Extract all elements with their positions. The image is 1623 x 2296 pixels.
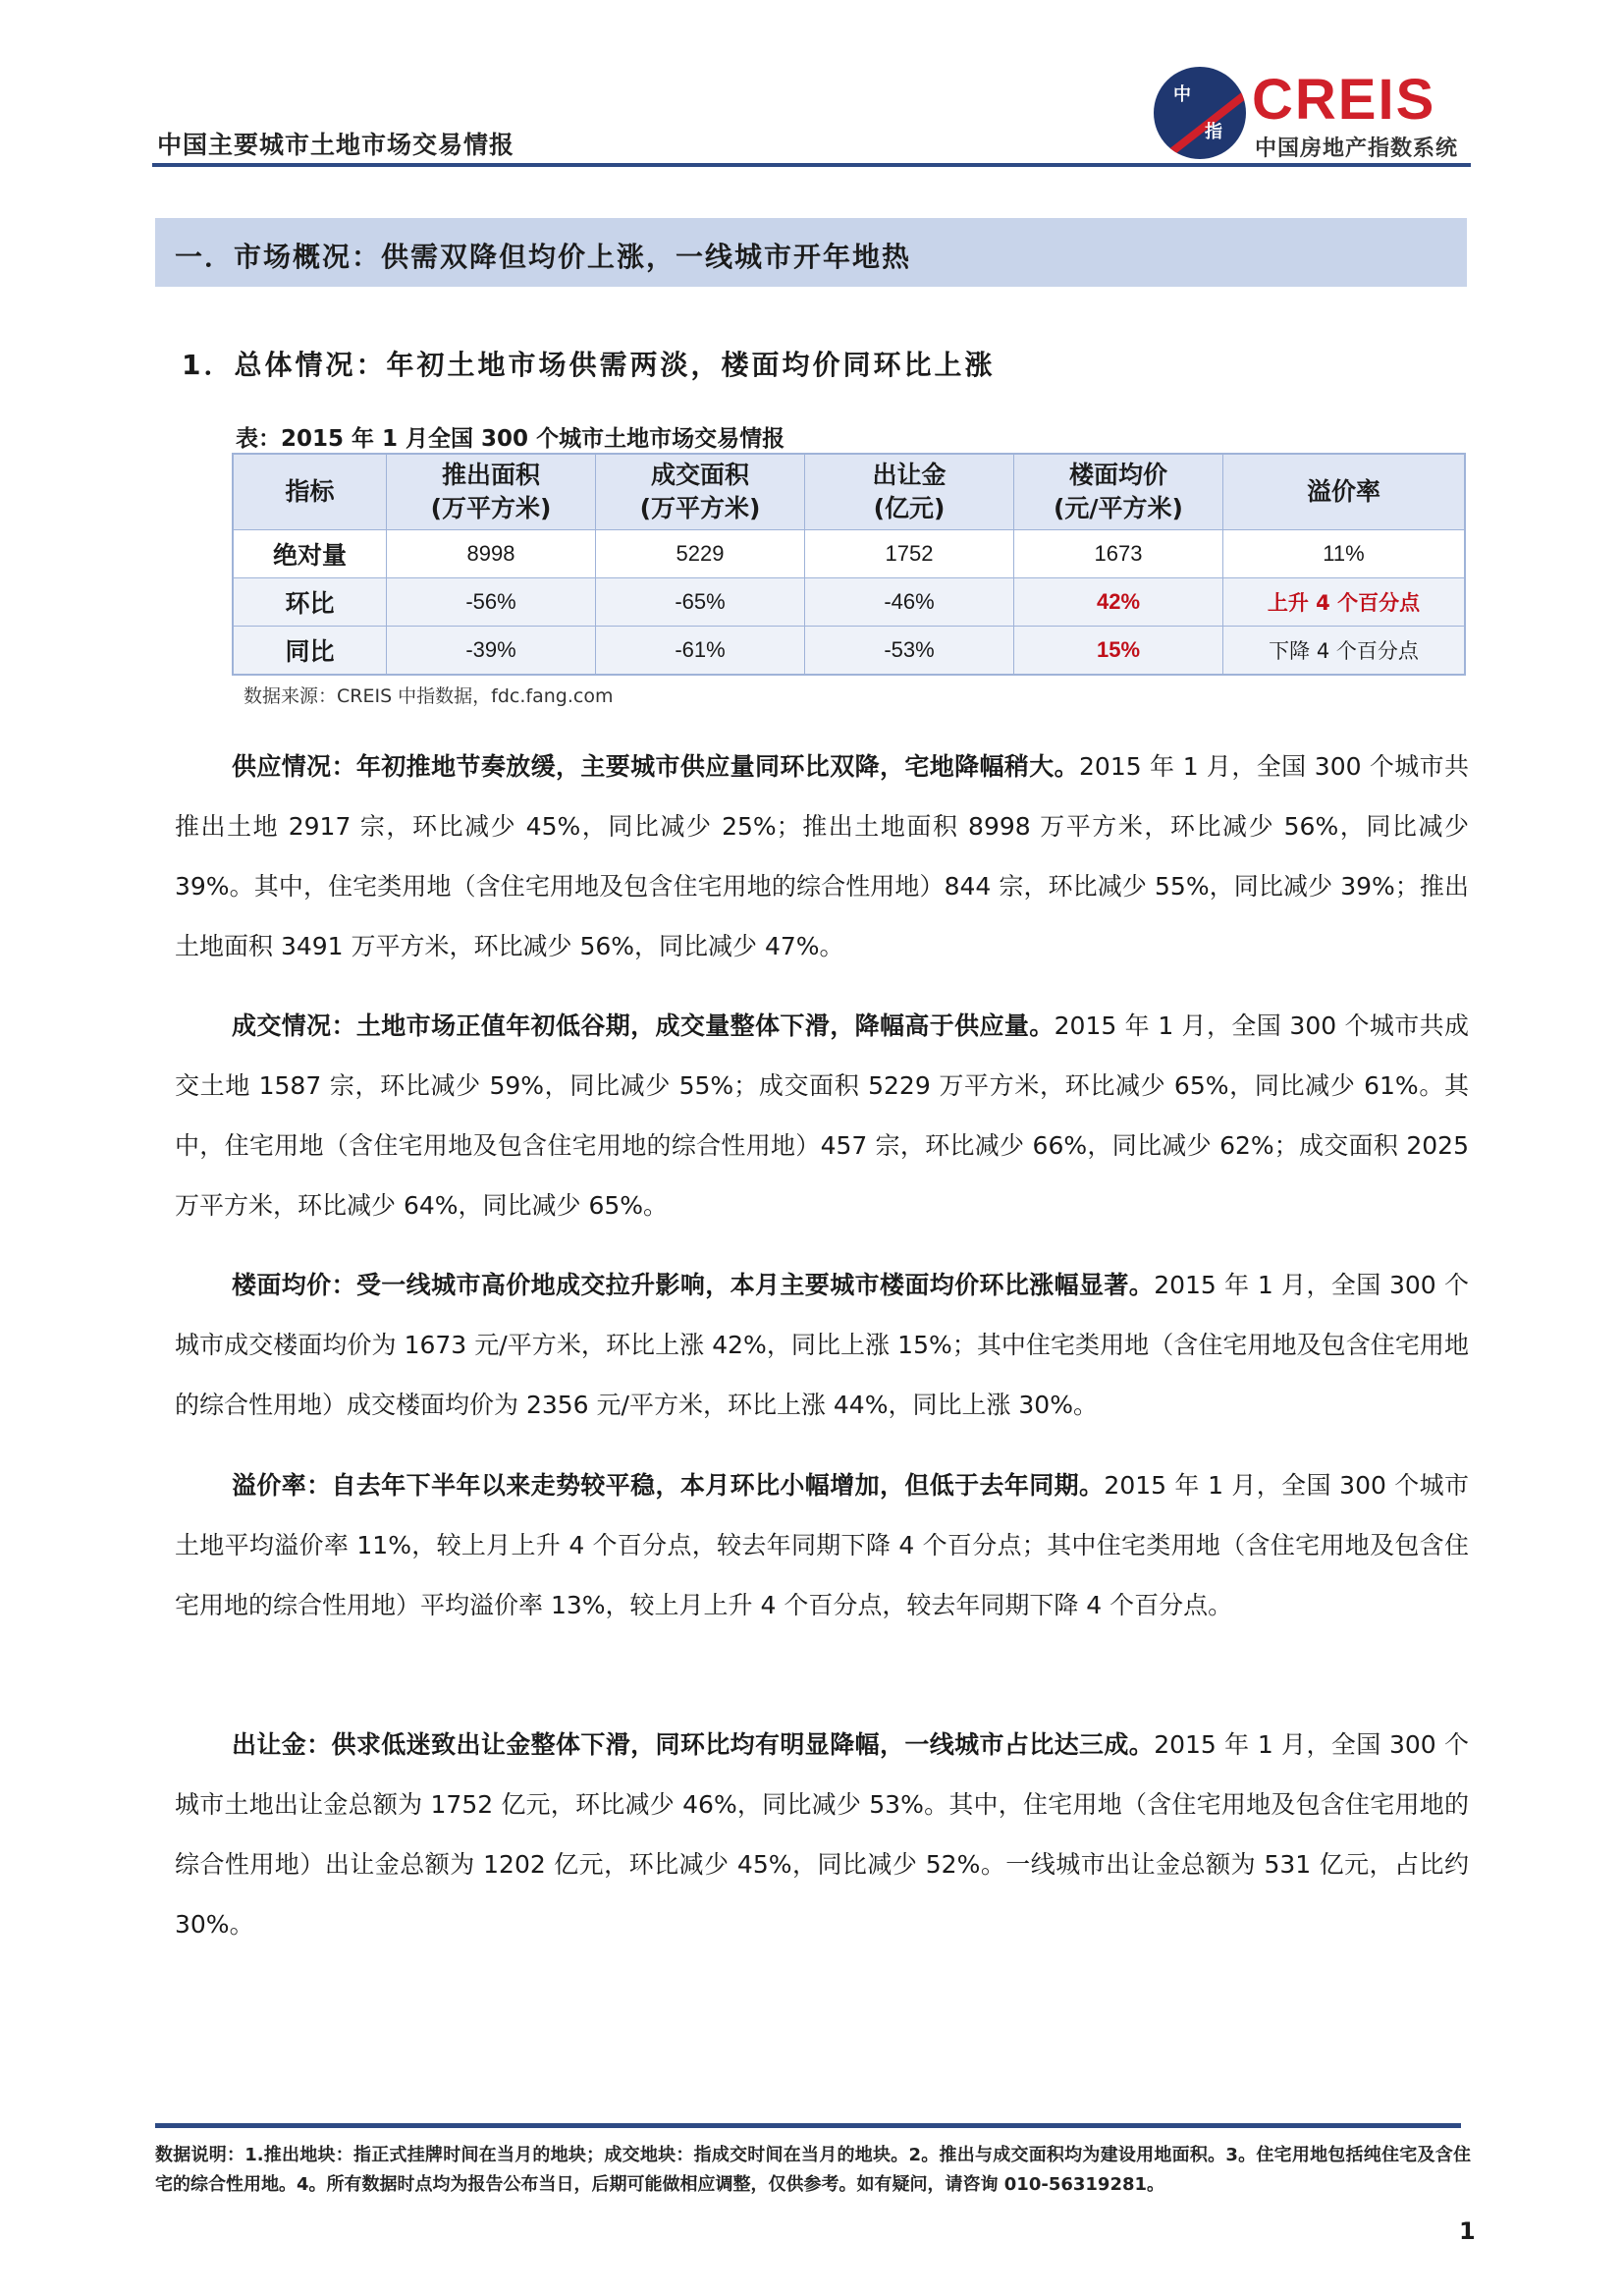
logo-char-1: 中 bbox=[1173, 84, 1191, 105]
header-divider bbox=[152, 163, 1471, 167]
table-cell: 5229 bbox=[596, 530, 805, 578]
paragraph-premium bbox=[175, 1455, 1469, 1635]
section-title: 一．市场概况：供需双降但均价上涨，一线城市开年地热 bbox=[175, 241, 912, 273]
header-premium-rate: 溢价率 bbox=[1223, 454, 1466, 530]
table-cell: 8998 bbox=[387, 530, 596, 578]
table-cell: -65% bbox=[596, 578, 805, 627]
table-cell-highlight: 42% bbox=[1014, 578, 1223, 627]
paragraph-body: 2015 年 1 月，全国 300 个城市成交楼面均价为 1673 元/平方米，环比上涨 42%，同比上涨 15%；其中住宅类用地（含住宅用地及包含住宅用地的综合性用地）成交楼面均价为 2356 元/平方米，环比上涨 44%，同比上涨 30%。 bbox=[175, 1271, 1469, 1419]
paragraph-body: 2015 年 1 月，全国 300 个城市土地平均溢价率 11%，较上月上升 4 个百分点，较去年同期下降 4 个百分点；其中住宅类用地（含住宅用地及包含住宅用地的综合性用地）平均溢价率 13%，较上月上升 4 个百分点，较去年同期下降 4 个百分点。 bbox=[175, 1471, 1469, 1619]
section-banner bbox=[155, 218, 1467, 287]
table-row bbox=[233, 627, 1465, 676]
table-cell: -56% bbox=[387, 578, 596, 627]
table-cell: -39% bbox=[387, 627, 596, 676]
creis-logo bbox=[1154, 67, 1468, 160]
table-cell: -61% bbox=[596, 627, 805, 676]
footer-note: 数据说明：1.推出地块：指正式挂牌时间在当月的地块；成交地块：指成交时间在当月的地块。2。推出与成交面积均为建设用地面积。3。住宅用地包括纯住宅及含住宅的综合性用地。4。所有数据时点均为报告公布当日，后期可能做相应调整，仅供参考。如有疑问，请咨询 010-56319281。 bbox=[155, 2145, 1471, 2195]
table-cell: 11% bbox=[1223, 530, 1466, 578]
table-header-row bbox=[233, 454, 1465, 530]
subsection-title: 1．总体情况：年初土地市场供需两淡，楼面均价同环比上涨 bbox=[182, 349, 996, 381]
paragraph-body: 2015 年 1 月，全国 300 个城市共成交土地 1587 宗，环比减少 59%，同比减少 55%；成交面积 5229 万平方米，环比减少 65%，同比减少 61%。其中，住宅用地（含住宅用地及包含住宅用地的综合性用地）457 宗，环比减少 66%，同比减少 62%；成交面积 2025 万平方米，环比减少 64%，同比减少 65%。 bbox=[175, 1011, 1469, 1220]
logo-emblem-icon bbox=[1154, 67, 1246, 159]
row-label: 绝对量 bbox=[233, 530, 387, 578]
header-land-revenue: 出让金 (亿元) bbox=[805, 454, 1014, 530]
paragraph-supply bbox=[175, 737, 1469, 976]
table-row bbox=[233, 578, 1465, 627]
table-cell: 1673 bbox=[1014, 530, 1223, 578]
table-cell: -53% bbox=[805, 627, 1014, 676]
table-row bbox=[233, 530, 1465, 578]
paragraph-floor-price bbox=[175, 1255, 1469, 1435]
row-label: 环比 bbox=[233, 578, 387, 627]
paragraph-body: 2015 年 1 月，全国 300 个城市土地出让金总额为 1752 亿元，环比减少 46%，同比减少 53%。其中，住宅用地（含住宅用地及包含住宅用地的综合性用地）出让金总额为 1202 亿元，环比减少 45%，同比减少 52%。一线城市出让金总额为 531 亿元，占比约 30%。 bbox=[175, 1730, 1469, 1939]
header-indicator: 指标 bbox=[233, 454, 387, 530]
paragraph-lead: 楼面均价：受一线城市高价地成交拉升影响，本月主要城市楼面均价环比涨幅显著。 bbox=[232, 1271, 1155, 1299]
row-label: 同比 bbox=[233, 627, 387, 676]
footer-divider bbox=[155, 2123, 1461, 2128]
paragraph-revenue bbox=[175, 1715, 1469, 1954]
header-floor-price: 楼面均价 (元/平方米) bbox=[1014, 454, 1223, 530]
paragraph-body: 2015 年 1 月，全国 300 个城市共推出土地 2917 宗，环比减少 45%，同比减少 25%；推出土地面积 8998 万平方米，环比减少 56%，同比减少 39%。其中，住宅类用地（含住宅用地及包含住宅用地的综合性用地）844 宗，环比减少 55%，同比减少 39%；推出土地面积 3491 万平方米，环比减少 56%，同比减少 47%。 bbox=[175, 752, 1469, 960]
report-title: 中国主要城市土地市场交易情报 bbox=[157, 131, 515, 159]
logo-subtitle: 中国房地产指数系统 bbox=[1255, 137, 1459, 161]
paragraph-lead: 成交情况：土地市场正值年初低谷期，成交量整体下滑，降幅高于供应量。 bbox=[232, 1011, 1055, 1040]
logo-char-2: 指 bbox=[1205, 122, 1222, 142]
table-caption: 表：2015 年 1 月全国 300 个城市土地市场交易情报 bbox=[236, 426, 785, 452]
table-cell-highlight: 上升 4 个百分点 bbox=[1223, 578, 1466, 627]
page-number: 1 bbox=[1459, 2217, 1476, 2245]
paragraph-lead: 供应情况：年初推地节奏放缓，主要城市供应量同环比双降，宅地降幅稍大。 bbox=[232, 752, 1080, 781]
table-cell: 1752 bbox=[805, 530, 1014, 578]
table-source: 数据来源：CREIS 中指数据，fdc.fang.com bbox=[243, 685, 614, 707]
header-transaction-area: 成交面积 (万平方米) bbox=[596, 454, 805, 530]
paragraph-lead: 溢价率：自去年下半年以来走势较平稳，本月环比小幅增加，但低于去年同期。 bbox=[232, 1471, 1105, 1500]
paragraph-transaction bbox=[175, 996, 1469, 1235]
header-supply-area: 推出面积 (万平方米) bbox=[387, 454, 596, 530]
paragraph-lead: 出让金：供求低迷致出让金整体下滑，同环比均有明显降幅，一线城市占比达三成。 bbox=[232, 1730, 1155, 1759]
table-cell-highlight: 15% bbox=[1014, 627, 1223, 676]
table-cell: -46% bbox=[805, 578, 1014, 627]
land-market-table bbox=[232, 453, 1466, 676]
logo-wordmark: CREIS bbox=[1252, 68, 1436, 132]
table-cell: 下降 4 个百分点 bbox=[1223, 627, 1466, 676]
